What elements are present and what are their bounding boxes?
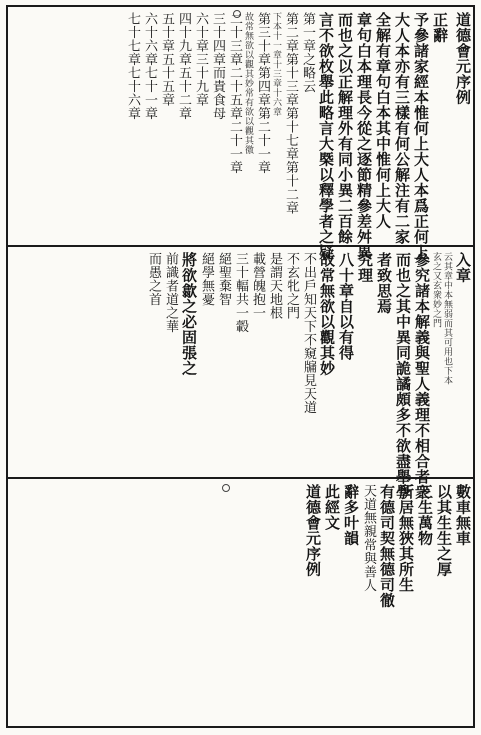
- text-column: 有德司契無德司徹: [378, 484, 396, 608]
- text-column: 八十章自以有得: [337, 252, 355, 361]
- text-column: 故常無欲以觀其妙: [318, 252, 336, 376]
- text-column: 究理: [356, 252, 374, 283]
- text-column: 五十章五十五章: [159, 12, 174, 107]
- text-panel-middle: [12, 252, 472, 500]
- text-column: 玄之又玄衆妙之門: [431, 252, 441, 328]
- text-column: 章句白本理長今從之逐節精參差舛異: [355, 12, 373, 260]
- text-column: 予參諸家經本惟何上大人本爲正何上: [412, 12, 430, 260]
- text-column: 第三十章第四章第二十一章: [255, 12, 270, 174]
- text-column: 大人本亦有三樣有何公解注有二家: [393, 12, 411, 245]
- text-column: 者致思焉: [375, 252, 393, 314]
- text-column: 以其生生之厚: [435, 484, 453, 577]
- text-column: 將欲歙之必固張之: [180, 252, 198, 376]
- text-column: 而也之其中異同詭譎頗多不欲盡舉學: [394, 252, 412, 500]
- text-column: 云其章中本無弱而其可用也下本: [442, 252, 452, 385]
- text-column: 故常無欲以觀其妙常有欲以觀其徼: [243, 12, 253, 155]
- text-column: 辭多叶韻: [342, 484, 360, 546]
- text-panel-lower: [12, 484, 470, 722]
- text-column: 言不欲枚舉此略言大槩以釋學者之疑: [317, 12, 335, 260]
- text-column: 三生萬物: [416, 484, 434, 546]
- text-column: 第二章第十三章第十七章第十二章: [283, 12, 298, 215]
- text-column: 是謂天地根: [267, 252, 282, 320]
- text-column: 而也之以正解理外有同小異二百餘: [336, 12, 354, 245]
- text-column: 此經文: [323, 484, 341, 531]
- text-column: 七十七章七十六章: [125, 12, 140, 120]
- text-column: 下本十一章十三章十六章: [271, 12, 281, 117]
- text-column: 而愚之首: [146, 252, 161, 306]
- text-column: 天道無親常與善人: [361, 484, 376, 592]
- section-title: 道德會元序例: [454, 12, 472, 105]
- text-column: 正辭: [431, 12, 449, 43]
- text-column: 六十六章七十一章: [142, 12, 157, 120]
- text-column: 三十四章而貴食母: [210, 12, 225, 120]
- text-column: 入章: [454, 252, 472, 283]
- text-column: 絕學無憂: [199, 252, 214, 306]
- panel-divider-top: [6, 245, 475, 247]
- text-column: 不玄牝之門: [284, 252, 299, 320]
- text-column: 前識者道之華: [163, 252, 178, 333]
- text-column: 絕聖棄智: [216, 252, 231, 306]
- text-column: 參究諸本解義與聖人義理不相合者衆: [413, 252, 431, 500]
- section-title: 道德會元序例: [304, 484, 322, 577]
- text-column: 六十章三十九章: [193, 12, 208, 107]
- text-column: 所居無狹其所生: [397, 484, 415, 593]
- text-column: 二十三章二十五章二十一章: [227, 12, 242, 174]
- text-column: 不出戶知天下不窺牖見天道: [301, 252, 316, 414]
- text-column: 第一章之略云: [300, 12, 315, 93]
- text-column: 數車無車: [454, 484, 472, 546]
- text-panel-upper: [12, 12, 472, 260]
- text-column: 載營魄抱一: [250, 252, 265, 320]
- text-column: 三十輻共一轂: [233, 252, 248, 333]
- text-column: 四十九章五十二章: [176, 12, 191, 120]
- text-column: 全解有章句白本其中惟何上大人: [374, 12, 392, 229]
